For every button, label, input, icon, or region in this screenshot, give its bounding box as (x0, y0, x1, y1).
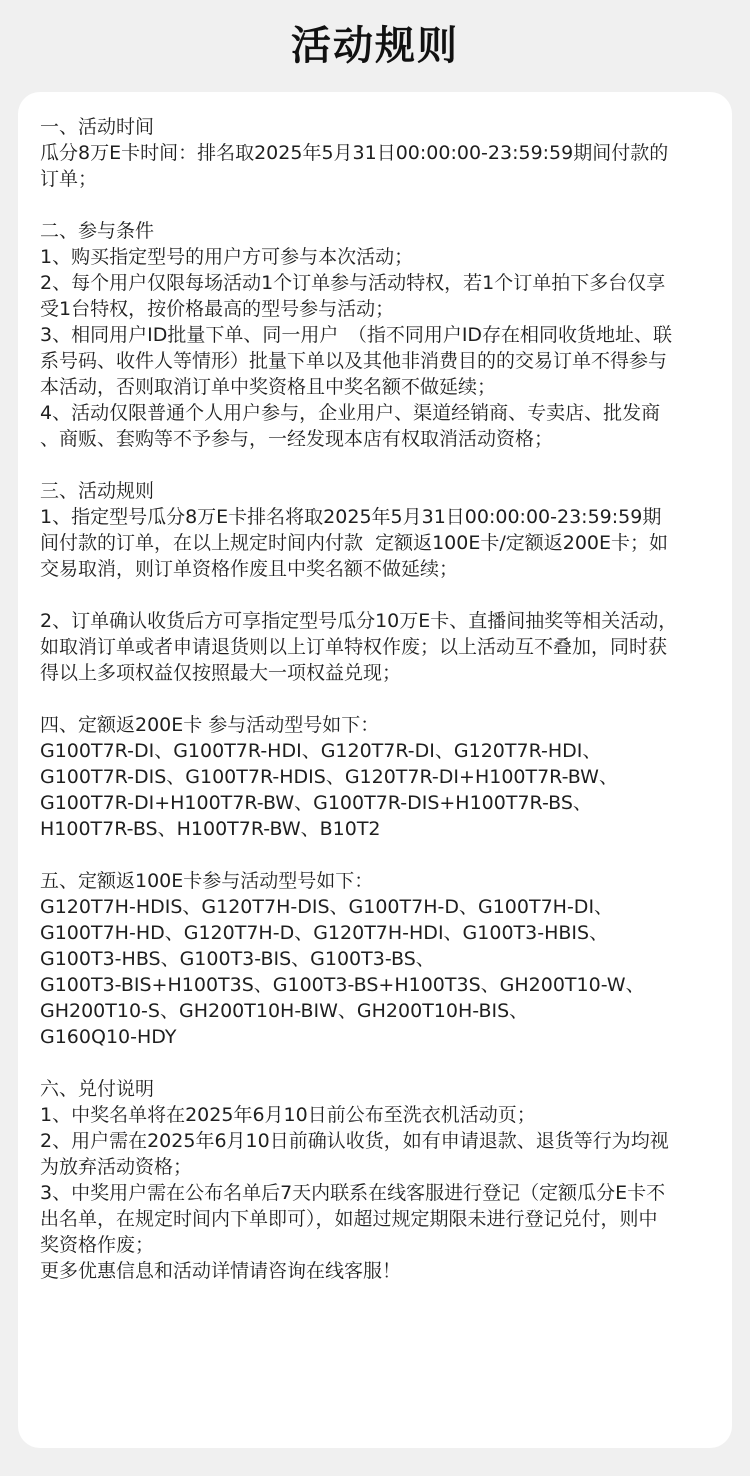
blank-line (40, 582, 716, 608)
rule-line: H100T7R-BS、H100T7R-BW、B10T2 (40, 818, 381, 840)
rule-line: G100T3-HBS、G100T3-BIS、G100T3-BS、 (40, 948, 435, 970)
rule-line: 四、定额返200E卡 参与活动型号如下： (40, 714, 380, 736)
rule-line: G100T7R-DI、G100T7R-HDI、G120T7R-DI、G120T7R-HDI、 (40, 740, 602, 762)
rules-body (40, 114, 716, 1284)
page-title: 活动规则 (291, 23, 459, 69)
rule-line: 2、订单确认收货后方可享指定型号瓜分10万E卡、直播间抽奖等相关活动， (40, 610, 678, 632)
rule-line: 五、定额返100E卡参与活动型号如下： (40, 870, 374, 892)
rule-line: 2、用户需在2025年6月10日前确认收货，如有申请退款、退货等行为均视 (40, 1130, 669, 1152)
rule-line: 得以上多项权益仅按照最大一项权益兑现； (40, 662, 402, 684)
blank-line (40, 842, 716, 868)
blank-line (40, 452, 716, 478)
rule-line: G120T7H-HDIS、G120T7H-DIS、G100T7H-D、G100T7H-DI、 (40, 896, 614, 918)
rule-line: G100T7H-HD、G120T7H-D、G120T7H-HDI、G100T3-HBIS、 (40, 922, 609, 944)
rule-line: 一、活动时间 (40, 116, 155, 138)
blank-line (40, 192, 716, 218)
rule-line: 1、中奖名单将在2025年6月10日前公布至洗衣机活动页； (40, 1104, 536, 1126)
rule-line: G100T7R-DI+H100T7R-BW、G100T7R-DIS+H100T7R-BS、 (40, 792, 592, 814)
rule-line: G100T7R-DIS、G100T7R-HDIS、G120T7R-DI+H100T7R-BW、 (40, 766, 618, 788)
rule-line: G160Q10-HDY (40, 1026, 177, 1048)
rule-line: 出名单，在规定时间内下单即可），如超过规定期限未进行登记兑付，则中 (40, 1208, 658, 1230)
rule-line: 系号码、收件人等情形）批量下单以及其他非消费目的的交易订单不得参与 (40, 350, 668, 372)
rule-line: 间付款的订单，在以上规定时间内付款 定额返100E卡/定额返200E卡；如 (40, 532, 669, 554)
rules-card (18, 92, 732, 1448)
rule-line: 3、中奖用户需在公布名单后7天内联系在线客服进行登记（定额瓜分E卡不 (40, 1182, 666, 1204)
rule-line: 4、活动仅限普通个人用户参与，企业用户、渠道经销商、专卖店、批发商 (40, 402, 661, 424)
rule-line: 3、相同用户ID批量下单、同一用户 （指不同用户ID存在相同收货地址、联 (40, 324, 673, 346)
rule-line: 受1台特权，按价格最高的型号参与活动； (40, 298, 395, 320)
rule-line: 更多优惠信息和活动详情请咨询在线客服！ (40, 1260, 402, 1282)
rule-line: G100T3-BIS+H100T3S、G100T3-BS+H100T3S、GH200T10-W、 (40, 974, 645, 996)
blank-line (40, 1050, 716, 1076)
rule-line: 如取消订单或者申请退货则以上订单特权作废；以上活动互不叠加，同时获 (40, 636, 668, 658)
rule-line: 1、购买指定型号的用户方可参与本次活动； (40, 246, 414, 268)
rule-line: 订单； (40, 168, 98, 190)
rule-line: 2、每个用户仅限每场活动1个订单参与活动特权，若1个订单拍下多台仅享 (40, 272, 666, 294)
rule-line: 奖资格作废； (40, 1234, 155, 1256)
rule-line: 交易取消，则订单资格作废且中奖名额不做延续； (40, 558, 459, 580)
rule-line: 为放弃活动资格； (40, 1156, 193, 1178)
rule-line: 1、指定型号瓜分8万E卡排名将取2025年5月31日00:00:00-23:59:59期 (40, 506, 662, 528)
rule-line: 二、参与条件 (40, 220, 155, 242)
rule-line: 三、活动规则 (40, 480, 155, 502)
rule-line: GH200T10-S、GH200T10H-BIW、GH200T10H-BIS、 (40, 1000, 529, 1022)
rule-line: 本活动，否则取消订单中奖资格且中奖名额不做延续； (40, 376, 497, 398)
blank-line (40, 686, 716, 712)
rule-line: 六、兑付说明 (40, 1078, 155, 1100)
rule-line: 、商贩、套购等不予参与，一经发现本店有权取消活动资格； (40, 428, 554, 450)
rule-line: 瓜分8万E卡时间：排名取2025年5月31日00:00:00-23:59:59期间付款的 (40, 142, 669, 164)
